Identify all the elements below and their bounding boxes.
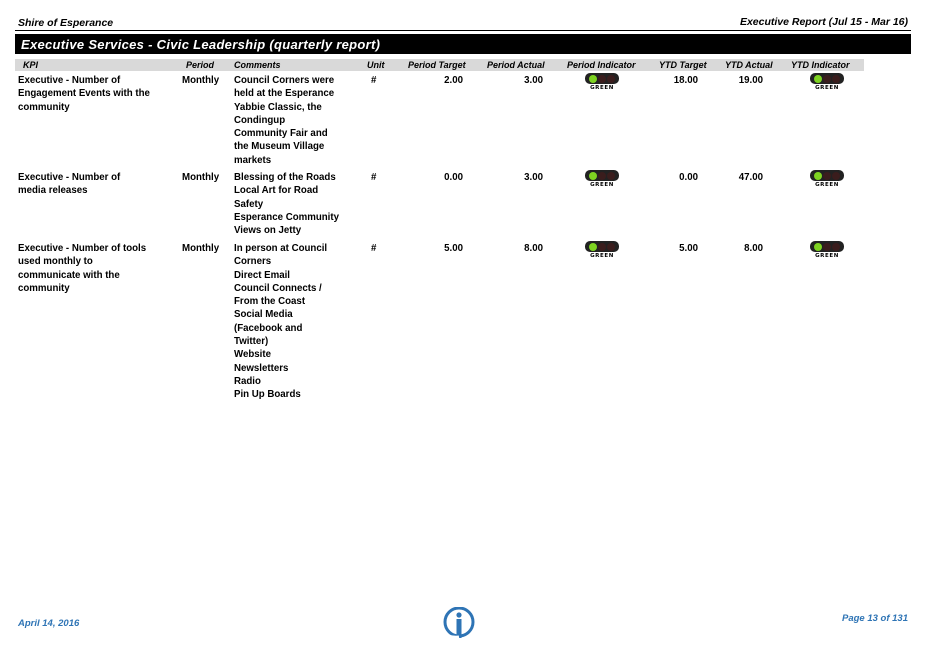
comment-line: Condingup xyxy=(234,114,286,126)
col-ytd-indicator: YTD Indicator xyxy=(791,60,850,70)
comment-line: Esperance Community xyxy=(234,211,339,223)
kpi-line: communicate with the xyxy=(18,269,120,281)
col-period-target: Period Target xyxy=(408,60,466,70)
kpi-line: Executive - Number of xyxy=(18,172,121,183)
unit-cell: # xyxy=(371,243,377,254)
report-date: April 14, 2016 xyxy=(18,618,80,629)
organisation-name: Shire of Esperance xyxy=(18,17,114,29)
comment-line: Council Corners were xyxy=(234,75,335,86)
period-indicator-traffic-light-icon xyxy=(583,72,621,93)
comment-line: From the Coast xyxy=(234,296,306,308)
comment-line: Corners xyxy=(234,256,272,268)
col-period-indicator: Period Indicator xyxy=(567,60,636,70)
comment-line: markets xyxy=(234,154,272,166)
kpi-line: Engagement Events with the xyxy=(18,88,150,100)
comment-line: Website xyxy=(234,349,271,361)
comment-line: Radio xyxy=(234,375,261,387)
comment-line: Blessing of the Roads xyxy=(234,172,336,183)
indicator-label: GREEN xyxy=(815,253,839,259)
period-cell: Monthly xyxy=(182,75,220,86)
comment-line: (Facebook and xyxy=(234,322,303,334)
comment-line: In person at Council xyxy=(234,243,328,254)
indicator-label: GREEN xyxy=(815,85,839,91)
period-actual-cell: 3.00 xyxy=(524,75,543,86)
col-ytd-actual: YTD Actual xyxy=(725,60,773,70)
comment-line: Community Fair and xyxy=(234,128,328,140)
ytd-indicator-traffic-light-icon xyxy=(808,240,846,261)
ytd-indicator-traffic-light-icon xyxy=(808,169,846,190)
period-cell: Monthly xyxy=(182,243,220,254)
comments-cell xyxy=(234,74,354,167)
ytd-target-cell: 18.00 xyxy=(673,75,698,86)
comment-line: Direct Email xyxy=(234,269,290,281)
comment-line: Views on Jetty xyxy=(234,225,302,237)
ytd-actual-cell: 47.00 xyxy=(738,172,763,183)
ytd-actual-cell: 19.00 xyxy=(738,75,763,86)
comment-line: the Museum Village xyxy=(234,141,325,153)
comment-line: Safety xyxy=(234,198,264,210)
comment-line: Newsletters xyxy=(234,362,289,374)
period-actual-cell: 8.00 xyxy=(524,243,543,254)
kpi-cell xyxy=(18,171,178,198)
comment-line: Pin Up Boards xyxy=(234,389,301,401)
kpi-line: media releases xyxy=(18,185,88,197)
comment-line: Yabbie Classic, the xyxy=(234,101,322,113)
comment-line: Local Art for Road xyxy=(234,185,319,197)
ytd-target-cell: 5.00 xyxy=(679,243,698,254)
ytd-actual-cell: 8.00 xyxy=(744,243,763,254)
indicator-label: GREEN xyxy=(590,253,614,259)
kpi-cell xyxy=(18,242,178,295)
column-header-row xyxy=(15,59,864,71)
header-divider xyxy=(15,30,911,31)
kpi-line: community xyxy=(18,101,70,113)
col-kpi: KPI xyxy=(23,60,39,70)
unit-cell: # xyxy=(371,75,377,86)
comments-cell xyxy=(234,242,354,402)
kpi-line: used monthly to xyxy=(18,256,93,268)
period-target-cell: 0.00 xyxy=(444,172,463,183)
info-i-logo-icon xyxy=(441,607,477,639)
comment-line: Council Connects / xyxy=(234,282,322,294)
indicator-label: GREEN xyxy=(590,182,614,188)
ytd-target-cell: 0.00 xyxy=(679,172,698,183)
comments-cell xyxy=(234,171,354,237)
col-comments: Comments xyxy=(234,60,281,70)
col-unit: Unit xyxy=(367,60,385,70)
indicator-label: GREEN xyxy=(590,85,614,91)
kpi-line: Executive - Number of xyxy=(18,75,121,86)
period-cell: Monthly xyxy=(182,172,220,183)
col-period-actual: Period Actual xyxy=(487,60,545,70)
kpi-cell xyxy=(18,74,178,114)
period-target-cell: 5.00 xyxy=(444,243,463,254)
col-ytd-target: YTD Target xyxy=(659,60,707,70)
ytd-indicator-traffic-light-icon xyxy=(808,72,846,93)
period-indicator-traffic-light-icon xyxy=(583,169,621,190)
period-target-cell: 2.00 xyxy=(444,75,463,86)
comment-line: Twitter) xyxy=(234,336,269,348)
kpi-line: community xyxy=(18,282,70,294)
period-actual-cell: 3.00 xyxy=(524,172,543,183)
page-number: Page 13 of 131 xyxy=(841,613,908,624)
comment-line: held at the Esperance xyxy=(234,88,335,100)
report-title: Executive Report (Jul 15 - Mar 16) xyxy=(739,16,908,28)
kpi-line: Executive - Number of tools xyxy=(18,243,147,254)
section-title: Executive Services - Civic Leadership (quarterly report) xyxy=(15,34,911,54)
comment-line: Social Media xyxy=(234,309,293,321)
indicator-label: GREEN xyxy=(815,182,839,188)
col-period: Period xyxy=(186,60,215,70)
period-indicator-traffic-light-icon xyxy=(583,240,621,261)
unit-cell: # xyxy=(371,172,377,183)
